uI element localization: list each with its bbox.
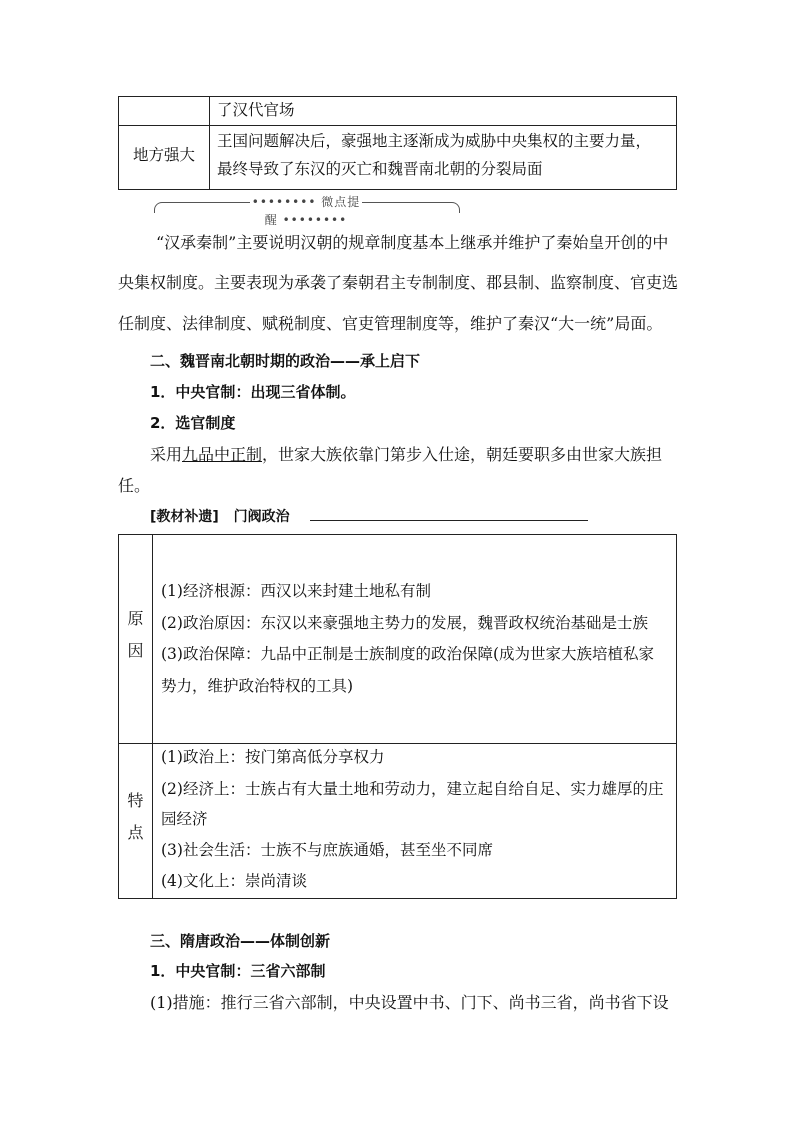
row-head-char: 点 [127, 823, 144, 842]
feature-line: (3)社会生活：士族不与庶族通婚，甚至坐不同席 [161, 841, 493, 859]
body-paragraph-line: (1)措施：推行三省六部制，中央设置中书、门下、尚书三省，尚书省下设 [150, 993, 669, 1012]
section-heading: 三、隋唐政治——体制创新 [150, 932, 331, 950]
table-divider [209, 97, 210, 189]
feature-line: (4)文化上：崇尚清谈 [161, 872, 307, 890]
para-text: 采用 [150, 445, 183, 464]
tip-paragraph-line: 央集权制度。主要表现为承袭了秦朝君主专制制度、郡县制、监察制度、官吏选 [118, 273, 679, 292]
table-cell-text: 王国问题解决后，豪强地主逐渐成为威胁中央集权的主要力量， [217, 132, 652, 150]
feature-line: 园经济 [161, 810, 208, 828]
table-row-label: 地方强大 [133, 146, 196, 164]
row-head-char: 原 [127, 609, 144, 628]
feature-line: (1)政治上：按门第高低分享权力 [161, 748, 385, 766]
table-divider [152, 535, 153, 898]
tip-paragraph-line: 任制度、法律制度、赋税制度、官吏管理制度等，维护了秦汉“大一统”局面。 [118, 314, 663, 333]
table-divider [119, 743, 676, 744]
table-cell-text: 了汉代官场 [217, 101, 295, 119]
reason-line: (2)政治原因：东汉以来豪强地主势力的发展，魏晋政权统治基础是士族 [161, 614, 648, 632]
table-cell-text: 最终导致了东汉的灭亡和魏晋南北朝的分裂局面 [217, 160, 543, 178]
continuation-table [118, 96, 677, 190]
supplement-rule [310, 520, 588, 521]
tip-label: •••••••• 微点提醒 •••••••• [251, 195, 361, 227]
para-text: ，世家大族依靠门第步入仕途，朝廷要职多由世家大族担 [262, 445, 663, 464]
underlined-term: 九品中正制 [182, 445, 263, 464]
body-paragraph-line: 任。 [118, 476, 151, 495]
supplement-header [150, 506, 290, 526]
gate-politics-table [118, 534, 677, 899]
feature-line: (2)经济上：士族占有大量土地和劳动力，建立起自给自足、实力雄厚的庄 [161, 780, 664, 798]
reason-line: (1)经济根源：西汉以来封建土地私有制 [161, 582, 431, 600]
subheading: 1．中央官制：出现三省体制。 [150, 383, 356, 401]
table-divider [119, 125, 676, 126]
supplement-tag: [教材补遗] [150, 509, 219, 525]
row-head-char: 因 [127, 641, 144, 660]
section-heading: 二、魏晋南北朝时期的政治——承上启下 [150, 352, 421, 370]
supplement-title: 门阀政治 [233, 509, 290, 525]
row-head-char: 特 [127, 791, 144, 810]
tip-header [154, 193, 460, 227]
subheading: 2．选官制度 [150, 414, 236, 432]
body-paragraph [150, 442, 662, 465]
reason-line: 势力，维护政治特权的工具) [161, 677, 354, 695]
tip-paragraph-line: “汉承秦制”主要说明汉朝的规章制度基本上继承并维护了秦始皇开创的中 [156, 233, 669, 252]
reason-line: (3)政治保障：九品中正制是士族制度的政治保障(成为世家大族培植私家 [161, 645, 655, 663]
subheading: 1．中央官制：三省六部制 [150, 962, 326, 980]
